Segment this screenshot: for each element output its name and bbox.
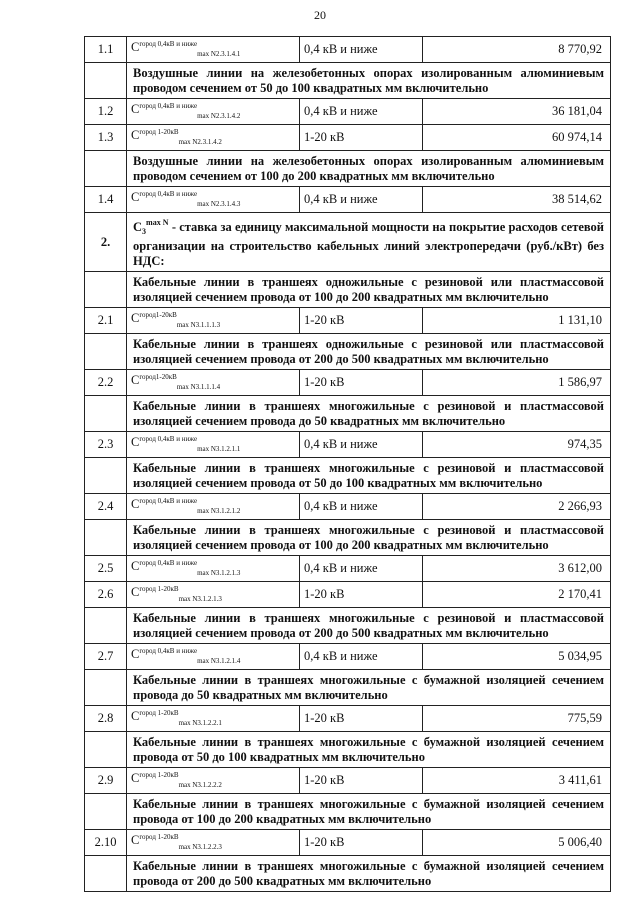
section-spacer	[85, 520, 127, 556]
section-description: Кабельные линии в траншеях многожильные с резиновой и пластмассовой изоляцией сечением провода до 50 квадратных мм включительно	[127, 396, 611, 432]
rate-code: $C^{город 1-20кВ}_{max N3.1.2.2.1}$	[127, 706, 300, 732]
rate-row	[85, 125, 611, 151]
rate-row	[85, 768, 611, 794]
section-2-number: 2.	[85, 213, 127, 272]
section-spacer	[85, 732, 127, 768]
row-number: 2.4	[85, 494, 127, 520]
row-number: 2.7	[85, 644, 127, 670]
rate-table-body	[85, 37, 611, 892]
voltage-level: 1-20 кВ	[300, 706, 423, 732]
rate-code: $C^{город 0,4кВ и ниже}_{max N3.1.2.1.1}$	[127, 432, 300, 458]
row-number: 2.10	[85, 830, 127, 856]
rate-code-sup: город 0,4кВ и ниже	[139, 647, 198, 655]
rate-code-sup: город 1-20кВ	[139, 771, 179, 779]
rate-code: $C^{город1-20кВ}_{max N3.1.1.1.3}$	[127, 308, 300, 334]
rate-row	[85, 556, 611, 582]
rate-code-sup: город 0,4кВ и ниже	[139, 102, 198, 110]
voltage-level: 1-20 кВ	[300, 308, 423, 334]
rate-value: 2 170,41	[423, 582, 611, 608]
rate-code: $C^{город1-20кВ}_{max N3.1.1.1.4}$	[127, 370, 300, 396]
section-row	[85, 520, 611, 556]
rate-code-sup: город 0,4кВ и ниже	[139, 190, 198, 198]
rate-code-sup: город 1-20кВ	[139, 585, 179, 593]
rate-value: 3 612,00	[423, 556, 611, 582]
row-number: 1.3	[85, 125, 127, 151]
section-2-title	[127, 213, 611, 272]
row-number: 2.2	[85, 370, 127, 396]
section-row	[85, 458, 611, 494]
section-description: Кабельные линии в траншеях многожильные с бумажной изоляцией сечением провода от 200 до 500 квадратных мм включительно	[127, 856, 611, 892]
section-row	[85, 151, 611, 187]
section-spacer	[85, 794, 127, 830]
section-row	[85, 272, 611, 308]
section-description: Кабельные линии в траншеях одножильные с резиновой или пластмассовой изоляцией сечением провода от 100 до 200 квадратных мм включительно	[127, 272, 611, 308]
rate-row	[85, 582, 611, 608]
section-spacer	[85, 608, 127, 644]
section-row	[85, 794, 611, 830]
rate-code-sup: город 1-20кВ	[139, 833, 179, 841]
rate-value: 38 514,62	[423, 187, 611, 213]
rate-code: $C^{город 0,4кВ и ниже}_{max N3.1.2.1.3}$	[127, 556, 300, 582]
rate-row	[85, 432, 611, 458]
section-spacer	[85, 151, 127, 187]
row-number: 1.4	[85, 187, 127, 213]
rate-symbol: $C_3^{max N}$	[133, 218, 169, 236]
section-description: Кабельные линии в траншеях многожильные с бумажной изоляцией сечением провода от 100 до 200 квадратных мм включительно	[127, 794, 611, 830]
section-description: Кабельные линии в траншеях многожильные с резиновой и пластмассовой изоляцией сечением провода от 200 до 500 квадратных мм включительно	[127, 608, 611, 644]
rate-value: 1 586,97	[423, 370, 611, 396]
rate-code: $C^{город 1-20кВ}_{max N3.1.2.2.2}$	[127, 768, 300, 794]
rate-code-sup: город 0,4кВ и ниже	[139, 40, 198, 48]
section-row	[85, 396, 611, 432]
voltage-level: 0,4 кВ и ниже	[300, 644, 423, 670]
rate-value: 5 006,40	[423, 830, 611, 856]
row-number: 2.5	[85, 556, 127, 582]
voltage-level: 0,4 кВ и ниже	[300, 187, 423, 213]
voltage-level: 0,4 кВ и ниже	[300, 37, 423, 63]
section-spacer	[85, 272, 127, 308]
section-row	[85, 334, 611, 370]
section-description: Воздушные линии на железобетонных опорах изолированным алюминиевым проводом сечением от 50 до 100 квадратных мм включительно	[127, 63, 611, 99]
row-number: 2.9	[85, 768, 127, 794]
rate-code-sub: max N2.3.1.4.1	[197, 50, 241, 58]
voltage-level: 0,4 кВ и ниже	[300, 432, 423, 458]
section-description: Кабельные линии в траншеях многожильные с бумажной изоляцией сечением провода до 50 квадратных мм включительно	[127, 670, 611, 706]
section-row	[85, 608, 611, 644]
section-spacer	[85, 396, 127, 432]
rate-value: 8 770,92	[423, 37, 611, 63]
rate-code-sub: max N3.1.2.1.4	[197, 657, 241, 665]
row-number: 1.1	[85, 37, 127, 63]
rate-code: $C^{город 1-20кВ}_{max N3.1.2.1.3}$	[127, 582, 300, 608]
section-description: Воздушные линии на железобетонных опорах изолированным алюминиевым проводом сечением от 100 до 200 квадратных мм включительно	[127, 151, 611, 187]
rate-code-sup: город1-20кВ	[139, 373, 177, 381]
rate-table	[84, 36, 611, 892]
rate-row	[85, 37, 611, 63]
rate-code: $C^{город 0,4кВ и ниже}_{max N2.3.1.4.1}$	[127, 37, 300, 63]
voltage-level: 0,4 кВ и ниже	[300, 494, 423, 520]
voltage-level: 1-20 кВ	[300, 125, 423, 151]
row-number: 2.8	[85, 706, 127, 732]
rate-code-sub: max N3.1.2.2.2	[178, 781, 222, 789]
rate-value: 1 131,10	[423, 308, 611, 334]
rate-row	[85, 308, 611, 334]
section-row	[85, 856, 611, 892]
rate-code: $C^{город 0,4кВ и ниже}_{max N2.3.1.4.3}$	[127, 187, 300, 213]
rate-value: 60 974,14	[423, 125, 611, 151]
rate-value: 3 411,61	[423, 768, 611, 794]
rate-code-sup: город 0,4кВ и ниже	[139, 497, 198, 505]
rate-row	[85, 187, 611, 213]
row-number: 2.1	[85, 308, 127, 334]
rate-value: 5 034,95	[423, 644, 611, 670]
row-number: 2.6	[85, 582, 127, 608]
rate-code-sup: город 1-20кВ	[139, 709, 179, 717]
section-description: Кабельные линии в траншеях многожильные с резиновой и пластмассовой изоляцией сечением провода от 100 до 200 квадратных мм включительно	[127, 520, 611, 556]
rate-value: 775,59	[423, 706, 611, 732]
rate-row	[85, 830, 611, 856]
section-row	[85, 63, 611, 99]
rate-code-sub: max N3.1.2.1.2	[197, 507, 241, 515]
section-description: Кабельные линии в траншеях одножильные с резиновой или пластмассовой изоляцией сечением провода от 200 до 500 квадратных мм включительно	[127, 334, 611, 370]
section-spacer	[85, 856, 127, 892]
rate-code-sub: max N2.3.1.4.2	[178, 138, 222, 146]
page-number: 20	[314, 8, 326, 22]
rate-value: 974,35	[423, 432, 611, 458]
rate-code-sub: max N3.1.2.2.3	[178, 843, 222, 851]
rate-code-sub: max N3.1.1.1.4	[176, 383, 221, 391]
rate-code-sub: max N2.3.1.4.3	[197, 200, 241, 208]
rate-code-sup: город 0,4кВ и ниже	[139, 559, 198, 567]
rate-code-sup: город 0,4кВ и ниже	[139, 435, 198, 443]
rate-code: $C^{город 0,4кВ и ниже}_{max N2.3.1.4.2}$	[127, 99, 300, 125]
rate-code-sub: max N3.1.2.2.1	[178, 719, 222, 727]
voltage-level: 1-20 кВ	[300, 370, 423, 396]
voltage-level: 1-20 кВ	[300, 830, 423, 856]
voltage-level: 0,4 кВ и ниже	[300, 99, 423, 125]
section-row	[85, 732, 611, 768]
rate-code: $C^{город 1-20кВ}_{max N2.3.1.4.2}$	[127, 125, 300, 151]
row-number: 2.3	[85, 432, 127, 458]
rate-code-sub: max N2.3.1.4.2	[197, 112, 241, 120]
voltage-level: 1-20 кВ	[300, 582, 423, 608]
rate-code-sup: город1-20кВ	[139, 311, 177, 319]
rate-code-sub: max N3.1.2.1.3	[197, 569, 241, 577]
rate-code: $C^{город 0,4кВ и ниже}_{max N3.1.2.1.2}$	[127, 494, 300, 520]
section-2-text: - ставка за единицу максимальной мощности на покрытие расходов сетевой организации на строительство кабельных линий электропередачи (руб./кВт) без НДС:	[133, 220, 605, 268]
rate-value: 2 266,93	[423, 494, 611, 520]
rate-code-sup: город 1-20кВ	[139, 128, 179, 136]
section-description: Кабельные линии в траншеях многожильные с резиновой и пластмассовой изоляцией сечением провода от 50 до 100 квадратных мм включительно	[127, 458, 611, 494]
rate-row	[85, 644, 611, 670]
rate-code-sub: max N3.1.1.1.3	[176, 321, 221, 329]
rate-value: 36 181,04	[423, 99, 611, 125]
voltage-level: 1-20 кВ	[300, 768, 423, 794]
rate-code: $C^{город 1-20кВ}_{max N3.1.2.2.3}$	[127, 830, 300, 856]
row-number: 1.2	[85, 99, 127, 125]
section-spacer	[85, 670, 127, 706]
section-description: Кабельные линии в траншеях многожильные с бумажной изоляцией сечением провода от 50 до 100 квадратных мм включительно	[127, 732, 611, 768]
section-spacer	[85, 458, 127, 494]
rate-code-sub: max N3.1.2.1.1	[197, 445, 241, 453]
rate-row	[85, 494, 611, 520]
section-spacer	[85, 63, 127, 99]
rate-row	[85, 370, 611, 396]
rate-code: $C^{город 0,4кВ и ниже}_{max N3.1.2.1.4}$	[127, 644, 300, 670]
section-spacer	[85, 334, 127, 370]
section-row	[85, 670, 611, 706]
voltage-level: 0,4 кВ и ниже	[300, 556, 423, 582]
section-2-header	[85, 213, 611, 272]
rate-code-sub: max N3.1.2.1.3	[178, 595, 222, 603]
rate-row	[85, 99, 611, 125]
rate-row	[85, 706, 611, 732]
